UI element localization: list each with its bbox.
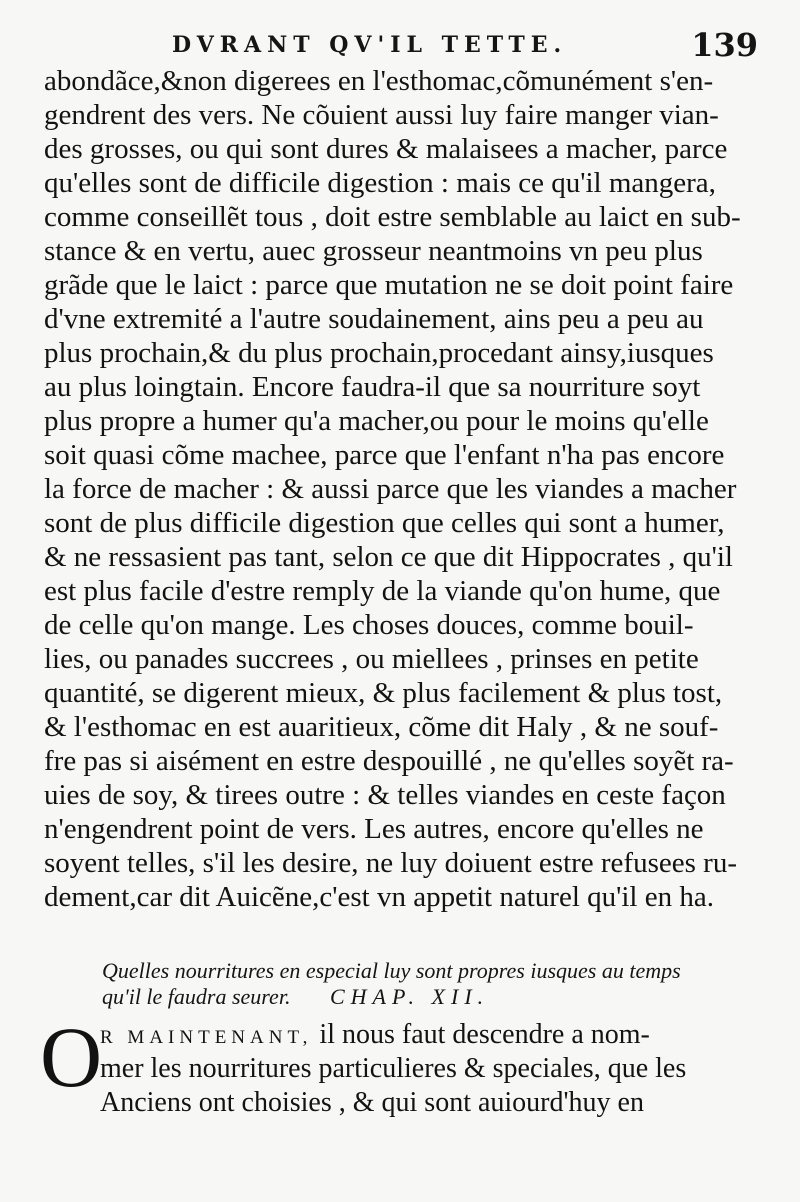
text-line: soit quasi cõme machee, parce que l'enfant n'ha pas encore — [44, 439, 725, 471]
drop-cap: O — [40, 1009, 103, 1105]
text-line: & l'esthomac en est auaritieux, cõme dit Haly , & ne souf- — [44, 711, 719, 743]
text-line: comme conseillẽt tous , doit estre semblable au laict en sub- — [44, 201, 741, 233]
text-line: des grosses, ou qui sont dures & malaisees a macher, parce — [44, 133, 728, 165]
running-title: DVRANT QV'IL TETTE. — [172, 32, 568, 58]
text-line: stance & en vertu, auec grosseur neantmoins vn peu plus — [44, 235, 703, 267]
text-line: gendrent des vers. Ne cõuient aussi luy faire manger vian- — [44, 99, 719, 131]
text-line: d'vne extremité a l'autre soudainement, ains peu a peu au — [44, 303, 704, 335]
text-line: grãde que le laict : parce que mutation ne se doit point faire — [44, 269, 734, 301]
chapter-heading — [102, 958, 762, 1010]
text-line: soyent telles, s'il les desire, ne luy doiuent estre refusees ru- — [44, 847, 737, 879]
chapter-opening-paragraph — [100, 1018, 750, 1120]
chapter-heading-line: Quelles nourritures en especial luy sont propres iusques au temps — [102, 958, 681, 983]
text-line: quantité, se digerent mieux, & plus facilement & plus tost, — [44, 677, 723, 709]
text-line: la force de macher : & aussi parce que les viandes a macher — [44, 473, 737, 505]
chapter-heading-text: qu'il le faudra seurer. — [102, 984, 291, 1009]
chapter-number: CHAP. XII. — [329, 984, 490, 1009]
text-line: au plus loingtain. Encore faudra-il que sa nourriture soyt — [44, 371, 701, 403]
text-line: & ne ressasient pas tant, selon ce que dit Hippocrates , qu'il — [44, 541, 733, 573]
text-line: sont de plus difficile digestion que celles qui sont a humer, — [44, 507, 725, 539]
opening-word: R MAINTENANT, — [100, 1027, 313, 1048]
text-line: mer les nourritures particulieres & speciales, que les — [100, 1053, 687, 1084]
text-line: uies de soy, & tirees outre : & telles viandes en ceste façon — [44, 779, 726, 811]
text-line: est plus facile d'estre remply de la viande qu'on hume, que — [44, 575, 721, 607]
text-line — [100, 1018, 750, 1052]
opening-line-rest: il nous faut descendre a nom- — [312, 1019, 650, 1050]
text-line: de celle qu'on mange. Les choses douces, comme bouil- — [44, 609, 694, 641]
body-paragraph — [44, 64, 756, 914]
text-line: plus prochain,& du plus prochain,procedant ainsy,iusques — [44, 337, 714, 369]
text-line: Anciens ont choisies , & qui sont auiourd'huy en — [100, 1087, 644, 1118]
text-line: qu'elles sont de difficile digestion : mais ce qu'il mangera, — [44, 167, 716, 199]
running-head — [0, 26, 800, 66]
chapter-heading-line — [102, 984, 762, 1010]
text-line: abondãce,&non digerees en l'esthomac,cõmunément s'en- — [44, 65, 714, 97]
text-line: dement,car dit Auicẽne,c'est vn appetit naturel qu'il en ha. — [44, 881, 714, 913]
page-number: 139 — [691, 26, 758, 64]
text-line: plus propre a humer qu'a macher,ou pour le moins qu'elle — [44, 405, 709, 437]
text-line: fre pas si aisément en estre despouillé , ne qu'elles soyẽt ra- — [44, 745, 734, 777]
text-line: lies, ou panades succrees , ou miellees , prinses en petite — [44, 643, 699, 675]
text-line: n'engendrent point de vers. Les autres, encore qu'elles ne — [44, 813, 704, 845]
